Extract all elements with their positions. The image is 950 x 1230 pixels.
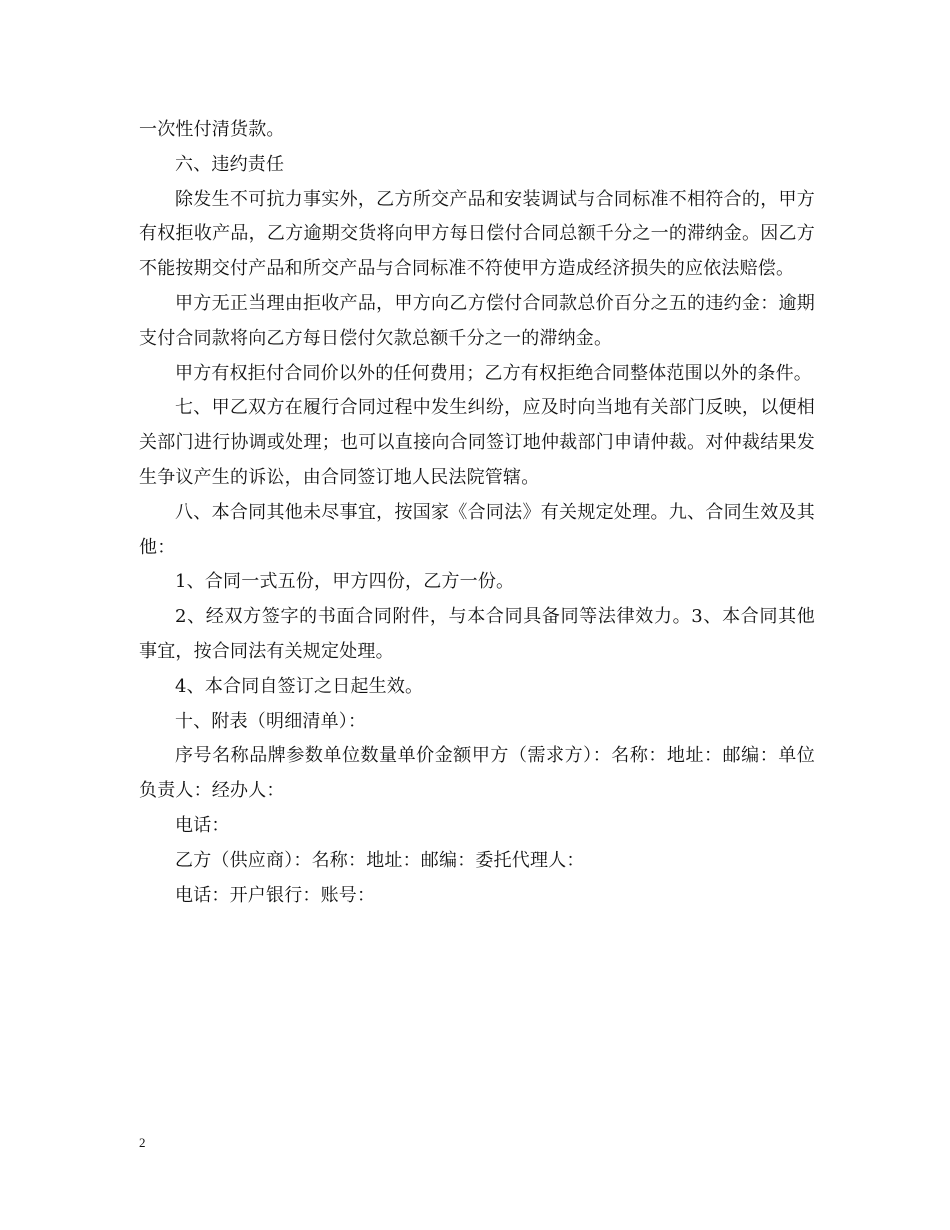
paragraph-clause-4: 4、本合同自签订之日起生效。: [175, 675, 424, 697]
paragraph-party-b-bank: 电话：开户银行：账号：: [175, 884, 376, 906]
paragraph-dispute-resolution: 七、甲乙双方在履行合同过程中发生纠纷，应及时向当地有关部门反映，以便相关部门进行协调或处理；也可以直接向合同签订地仲裁部门申请仲裁。对仲裁结果发生争议产生的诉讼，由合同签订地人民法院管辖。: [139, 397, 815, 488]
heading-breach-liability: 六、违约责任: [175, 153, 285, 175]
paragraph-party-b: 乙方（供应商）：名称：地址：邮编：委托代理人：: [175, 849, 585, 871]
paragraph-clause-1: 1、合同一式五份，甲方四份，乙方一份。: [175, 571, 515, 593]
paragraph-breach-buyer: 甲方无正当理由拒收产品，甲方向乙方偿付合同款总价百分之五的违约金：逾期支付合同款将向乙方每日偿付欠款总额千分之一的滞纳金。: [139, 292, 815, 349]
paragraph-other-matters: 八、本合同其他未尽事宜，按国家《合同法》有关规定处理。九、合同生效及其他：: [139, 501, 815, 558]
heading-appendix: 十、附表（明细清单）：: [175, 710, 367, 732]
paragraph-appendix-party-a: 序号名称品牌参数单位数量单价金额甲方（需求方）：名称：地址：邮编：单位负责人：经办人：: [139, 745, 815, 802]
paragraph-breach-seller: 除发生不可抗力事实外，乙方所交产品和安装调试与合同标准不相符合的，甲方有权拒收产品，乙方逾期交货将向甲方每日偿付合同总额千分之一的滞纳金。因乙方不能按期交付产品和所交产品与合同标准不符使甲方造成经济损失的应依法赔偿。: [139, 188, 815, 280]
paragraph-refusal-rights: 甲方有权拒付合同价以外的任何费用；乙方有权拒绝合同整体范围以外的条件。: [175, 362, 812, 384]
page-number: 2: [139, 1135, 146, 1150]
paragraph-clause-2-3: 2、经双方签字的书面合同附件，与本合同具备同等法律效力。3、本合同其他事宜，按合同法有关规定处理。: [139, 606, 815, 662]
paragraph-party-a-phone: 电话：: [175, 814, 230, 836]
document-body: [139, 113, 815, 913]
paragraph-payment-end: 一次性付清货款。: [139, 119, 285, 140]
